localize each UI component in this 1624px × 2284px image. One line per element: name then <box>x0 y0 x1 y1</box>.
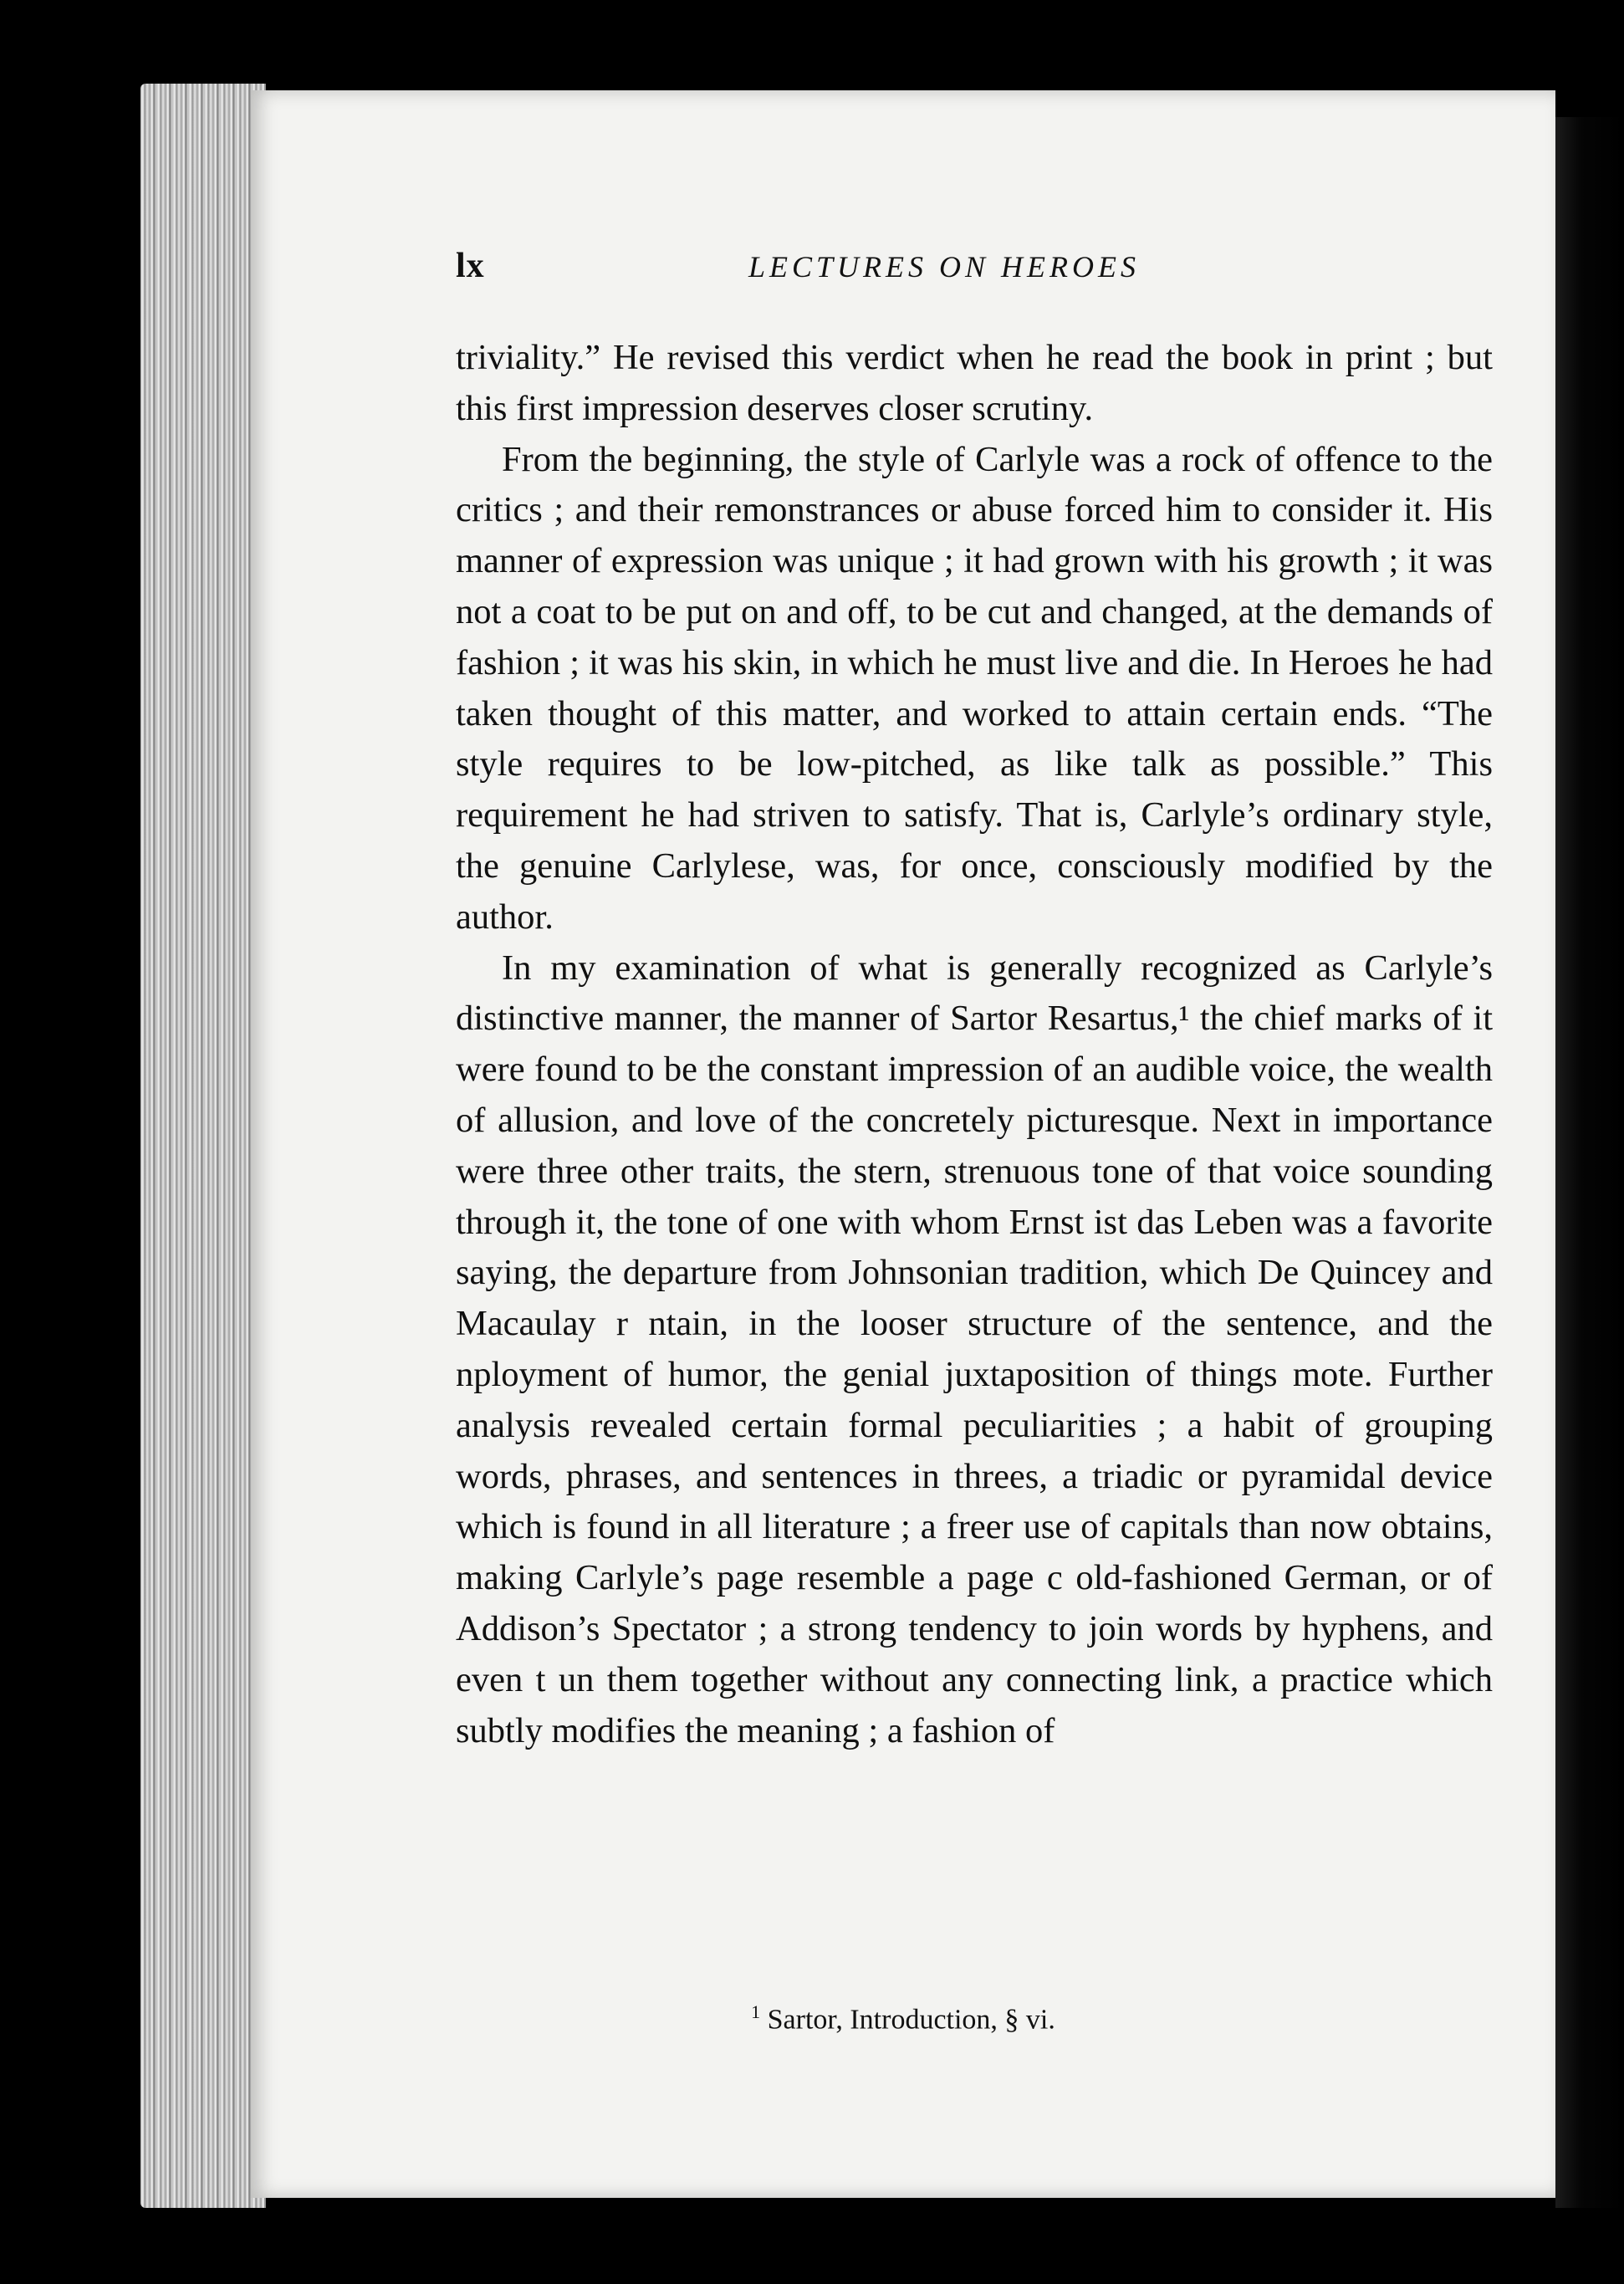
page-number: lx <box>456 247 485 285</box>
body-text <box>456 333 1493 1756</box>
page-header <box>456 246 1493 313</box>
running-head: LECTURES ON HEROES <box>748 250 1140 284</box>
facing-page-edge <box>1555 117 1624 2208</box>
page-edges <box>140 84 266 2208</box>
footnote-marker: 1 <box>751 2001 761 2022</box>
paragraph-2: From the beginning, the style of Carlyle was a rock of offence to the critics ; and their remonstrances or abuse forced him to consider it. His manner of expression was unique ; it had grown with his growth ; it was not a coat to be put on and off, to be cut and changed, at the demands of fashion ; it was his skin, in which he must live and die. In Heroes he had taken thought of this matter, and worked to attain certain ends. “The style requires to be low-pitched, as like talk as possible.” This requirement he had striven to satisfy. That is, Carlyle’s ordinary style, the genuine Carlylese, was, for once, consciously modified by the author. <box>456 439 1493 937</box>
footnote-text: Sartor, Introduction, § vi. <box>767 2004 1055 2036</box>
paragraph-3: In my examination of what is generally recognized as Carlyle’s distinctive manner, the manner of Sartor Resartus,¹ the chief marks of it were found to be the constant impression of an audible voice, the wealth of allusion, and love of the concretely picturesque. Next in importance were three other traits, the stern, strenuous tone of that voice sounding through it, the tone of one with whom Ernst ist das Leben was a favorite saying, the departure from Johnsonian tradition, which De Quincey and Macaulay r ntain, in the looser structure of the sentence, and the nployment of humor, the genial juxtaposition of things mote. Further analysis revealed certain formal peculiarities ; a habit of grouping words, phrases, and sentences in threes, a triadic or pyramidal device which is found in all literature ; a freer use of capitals than now obtains, making Carlyle’s page resemble a page c old-fashioned German, or of Addison’s Spectator ; a strong tendency to join words by hyphens, and even t un them together without any connecting link, a practice which subtly modifies the meaning ; a fashion of <box>456 948 1493 1750</box>
book-page <box>251 90 1555 2198</box>
footnote <box>251 2001 1555 2036</box>
paragraph-1: triviality.” He revised this verdict when he read the book in print ; but this first impression deserves closer scrutiny. <box>456 338 1493 428</box>
